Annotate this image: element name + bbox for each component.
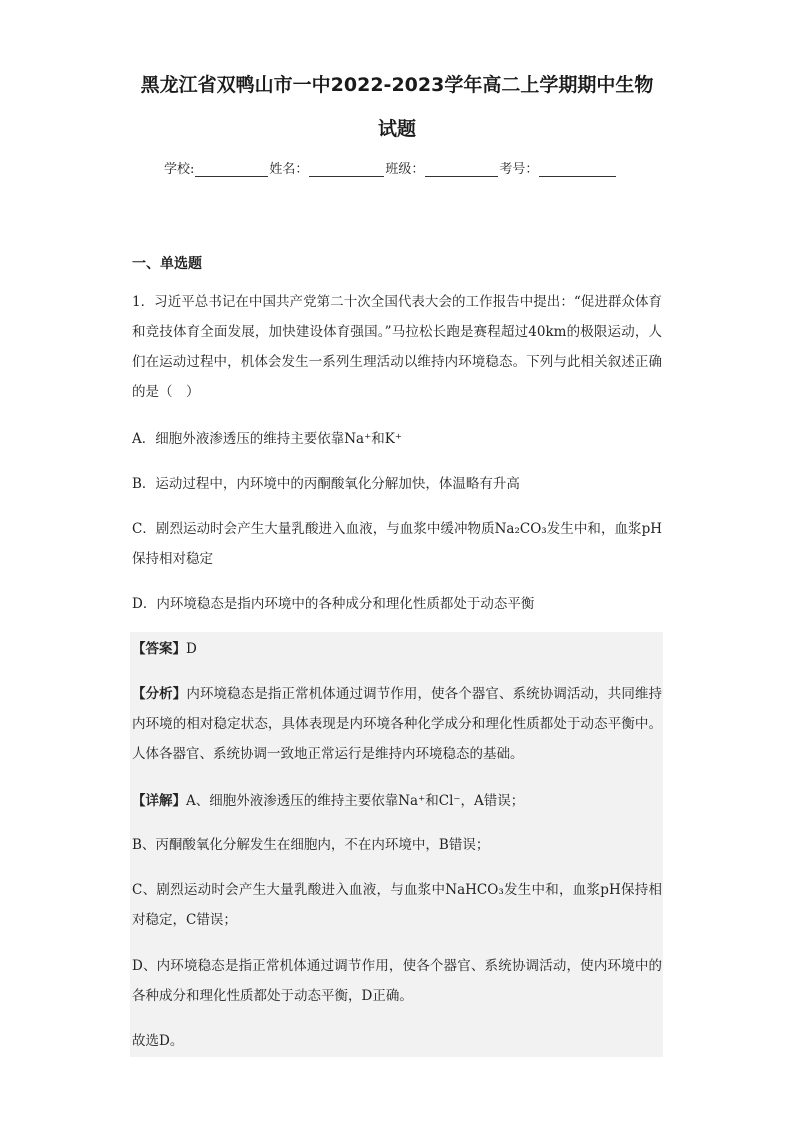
section-heading: 一、单选题 <box>132 256 202 272</box>
option-c: C．剧烈运动时会产生大量乳酸进入血液，与血浆中缓冲物质Na₂CO₃发生中和，血浆pH保持相对稳定 <box>132 521 662 567</box>
detail-d: D、内环境稳态是指正常机体通过调节作用，使各个器官、系统协调活动，使内环境中的各种成分和理化性质都处于动态平衡，D正确。 <box>132 958 662 1004</box>
name-label: 姓名： <box>269 162 309 177</box>
option-a: A．细胞外液渗透压的维持主要依靠Na⁺和K⁺ <box>132 431 402 447</box>
exam-number-blank[interactable] <box>539 161 616 177</box>
detail-b: B、丙酮酸氧化分解发生在细胞内，不在内环境中，B错误； <box>132 837 490 853</box>
detail-label: 【详解】 <box>132 793 186 809</box>
analysis-label: 【分析】 <box>132 686 187 702</box>
class-blank[interactable] <box>425 161 498 177</box>
detail-c: C、剧烈运动时会产生大量乳酸进入血液，与血浆中NaHCO₃发生中和，血浆pH保持相对稳定，C错误； <box>132 882 662 928</box>
analysis-paragraph <box>132 679 662 769</box>
name-blank[interactable] <box>309 161 384 177</box>
exam-title-line2: 试题 <box>377 118 416 140</box>
student-info-row <box>164 158 617 177</box>
school-blank[interactable] <box>195 161 268 177</box>
class-label: 班级： <box>385 162 425 177</box>
school-label: 学校: <box>164 162 195 177</box>
answer-value: D <box>186 641 197 657</box>
exam-title-line1: 黑龙江省双鸭山市一中2022-2023学年高二上学期期中生物 <box>140 74 654 96</box>
answer-line <box>132 634 662 664</box>
option-d: D．内环境稳态是指内环境中的各种成分和理化性质都处于动态平衡 <box>132 596 535 612</box>
option-b: B．运动过程中，内环境中的丙酮酸氧化分解加快，体温略有升高 <box>132 476 520 492</box>
question-stem: 1．习近平总书记在中国共产党第二十次全国代表大会的工作报告中提出：“促进群众体育和竞技体育全面发展，加快建设体育强国。”马拉松长跑是赛程超过40km的极限运动，人们在运动过程中，机体会发生一系列生理活动以维持内环境稳态。下列与此相关叙述正确的是（ ） <box>132 294 662 400</box>
detail-a <box>132 786 662 816</box>
detail-a-text: A、细胞外液渗透压的维持主要依靠Na⁺和Cl⁻，A错误； <box>186 793 525 809</box>
analysis-text: 内环境稳态是指正常机体通过调节作用，使各个器官、系统协调活动，共同维持内环境的相对稳定状态，具体表现是内环境各种化学成分和理化性质都处于动态平衡中。人体各器官、系统协调一致地正常运行是维持内环境稳态的基础。 <box>132 686 663 762</box>
answer-label: 【答案】 <box>132 641 186 657</box>
conclusion: 故选D。 <box>132 1033 184 1049</box>
exam-number-label: 考号： <box>499 162 539 177</box>
